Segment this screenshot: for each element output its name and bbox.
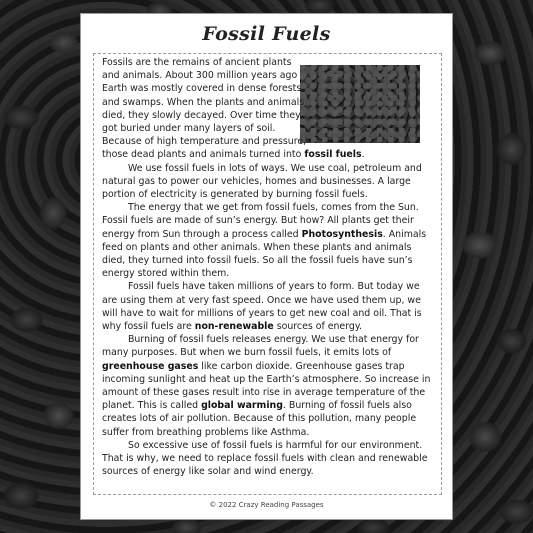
text-run: like carbon dioxide. Greenhouse gases trap incoming sunlight and heat up the Earth’s atmosphere. So increase in amount of these gases result into rise in average temperature of the planet. This is called: [102, 360, 431, 412]
text-run: .: [361, 149, 365, 161]
text-run: Fossils are the remains of ancient plants and animals. About 300 million years ago Earth was mostly covered in dense forests and swamps. When the plants and animals died, they slowly decayed. Over time they got buried under many layers of soil. Because of high temperature and pressure, those dead plants and animals turned into: [102, 57, 307, 161]
passage-frame: [93, 53, 442, 495]
text-run: So excessive use of fossil fuels is harmful for our environment. That is why, we need to replace fossil fuels with clean and renewable sources of energy like solar and wind energy.: [102, 439, 428, 478]
worksheet-page: [80, 13, 453, 520]
copyright-notice: © 2022 Crazy Reading Passages: [209, 501, 324, 509]
key-term: greenhouse gases: [102, 360, 199, 372]
text-run: Fossil fuels have taken millions of years to form. But today we are using them at very fast speed. Once we have used them up, we will have to wait for millions of years to get new coal and oil. That is why fossil fuels are: [102, 281, 422, 333]
text-run: sources of energy.: [273, 321, 363, 333]
paragraph: [102, 333, 435, 439]
page-title: Fossil Fuels: [202, 23, 331, 45]
key-term: fossil fuels: [304, 149, 362, 161]
paragraph: [102, 439, 435, 479]
text-run: Burning of fossil fuels releases energy. We use that energy for many purposes. But when we burn fossil fuels, it emits lots of: [102, 334, 419, 359]
passage-text: [102, 56, 435, 479]
text-run: The energy that we get from fossil fuels, comes from the Sun. Fossil fuels are made of sun’s energy. But how? All plants get their energy from Sun through a process called: [102, 202, 419, 240]
paragraph: [102, 201, 435, 280]
paragraph: [102, 280, 435, 333]
key-term: Photosynthesis: [301, 228, 383, 240]
text-run: . Burning of fossil fuels also creates lots of air pollution. Because of this pollution, many people suffer from breathing problems like Asthma.: [102, 400, 417, 438]
key-term: non-renewable: [194, 321, 274, 333]
text-run: We use fossil fuels in lots of ways. We use coal, petroleum and natural gas to power our vehicles, homes and businesses. A large portion of electricity is generated by burning fossil fuels.: [102, 162, 422, 201]
paragraph: [102, 162, 435, 202]
text-run: . Animals feed on plants and other animals. When these plants and animals died, they turned into fossil fuels. So all the fossil fuels have sun’s energy stored within them.: [102, 228, 427, 280]
key-term: global warming: [201, 400, 283, 412]
